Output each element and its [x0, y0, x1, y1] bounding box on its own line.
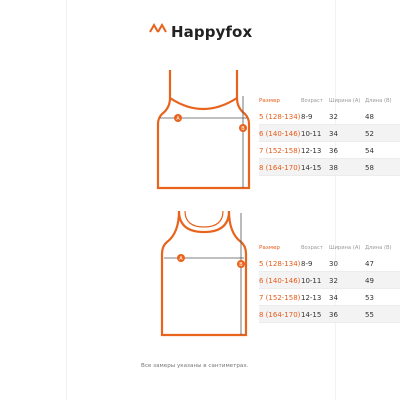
table-header-row: Размер Возраст Ширина (A) Длина (B) — [259, 98, 392, 104]
table-row: 5 (128-134) 8-9 30 47 — [259, 255, 400, 272]
table-row: 6 (140-146) 10-11 32 49 — [259, 272, 400, 289]
svg-text:B: B — [241, 126, 245, 132]
table-row: 8 (164-170) 14-15 36 55 — [259, 306, 400, 323]
brand-name: Happyfox — [171, 23, 253, 41]
fox-ears-icon — [149, 23, 167, 33]
svg-text:B: B — [239, 262, 243, 268]
table-row: 7 (152-158) 12-13 34 53 — [259, 289, 400, 306]
measurement-footnote: Все замеры указаны в сантиметрах. — [141, 363, 249, 369]
table-header-row: Размер Возраст Ширина (A) Длина (B) — [259, 245, 392, 251]
table-row: 8 (164-170) 14-15 38 58 — [259, 159, 400, 176]
size-chart-sheet — [66, 0, 392, 400]
size-table-camisole — [259, 94, 400, 176]
svg-text:A: A — [176, 116, 180, 122]
table-row: 6 (140-146) 10-11 34 52 — [259, 125, 400, 142]
table-row: 5 (128-134) 8-9 32 48 — [259, 108, 400, 125]
tank-top-diagram — [159, 208, 249, 338]
camisole-diagram — [156, 68, 251, 193]
size-table-tank-top — [259, 241, 400, 323]
table-row: 7 (152-158) 12-13 36 54 — [259, 142, 400, 159]
svg-text:A: A — [179, 256, 183, 262]
